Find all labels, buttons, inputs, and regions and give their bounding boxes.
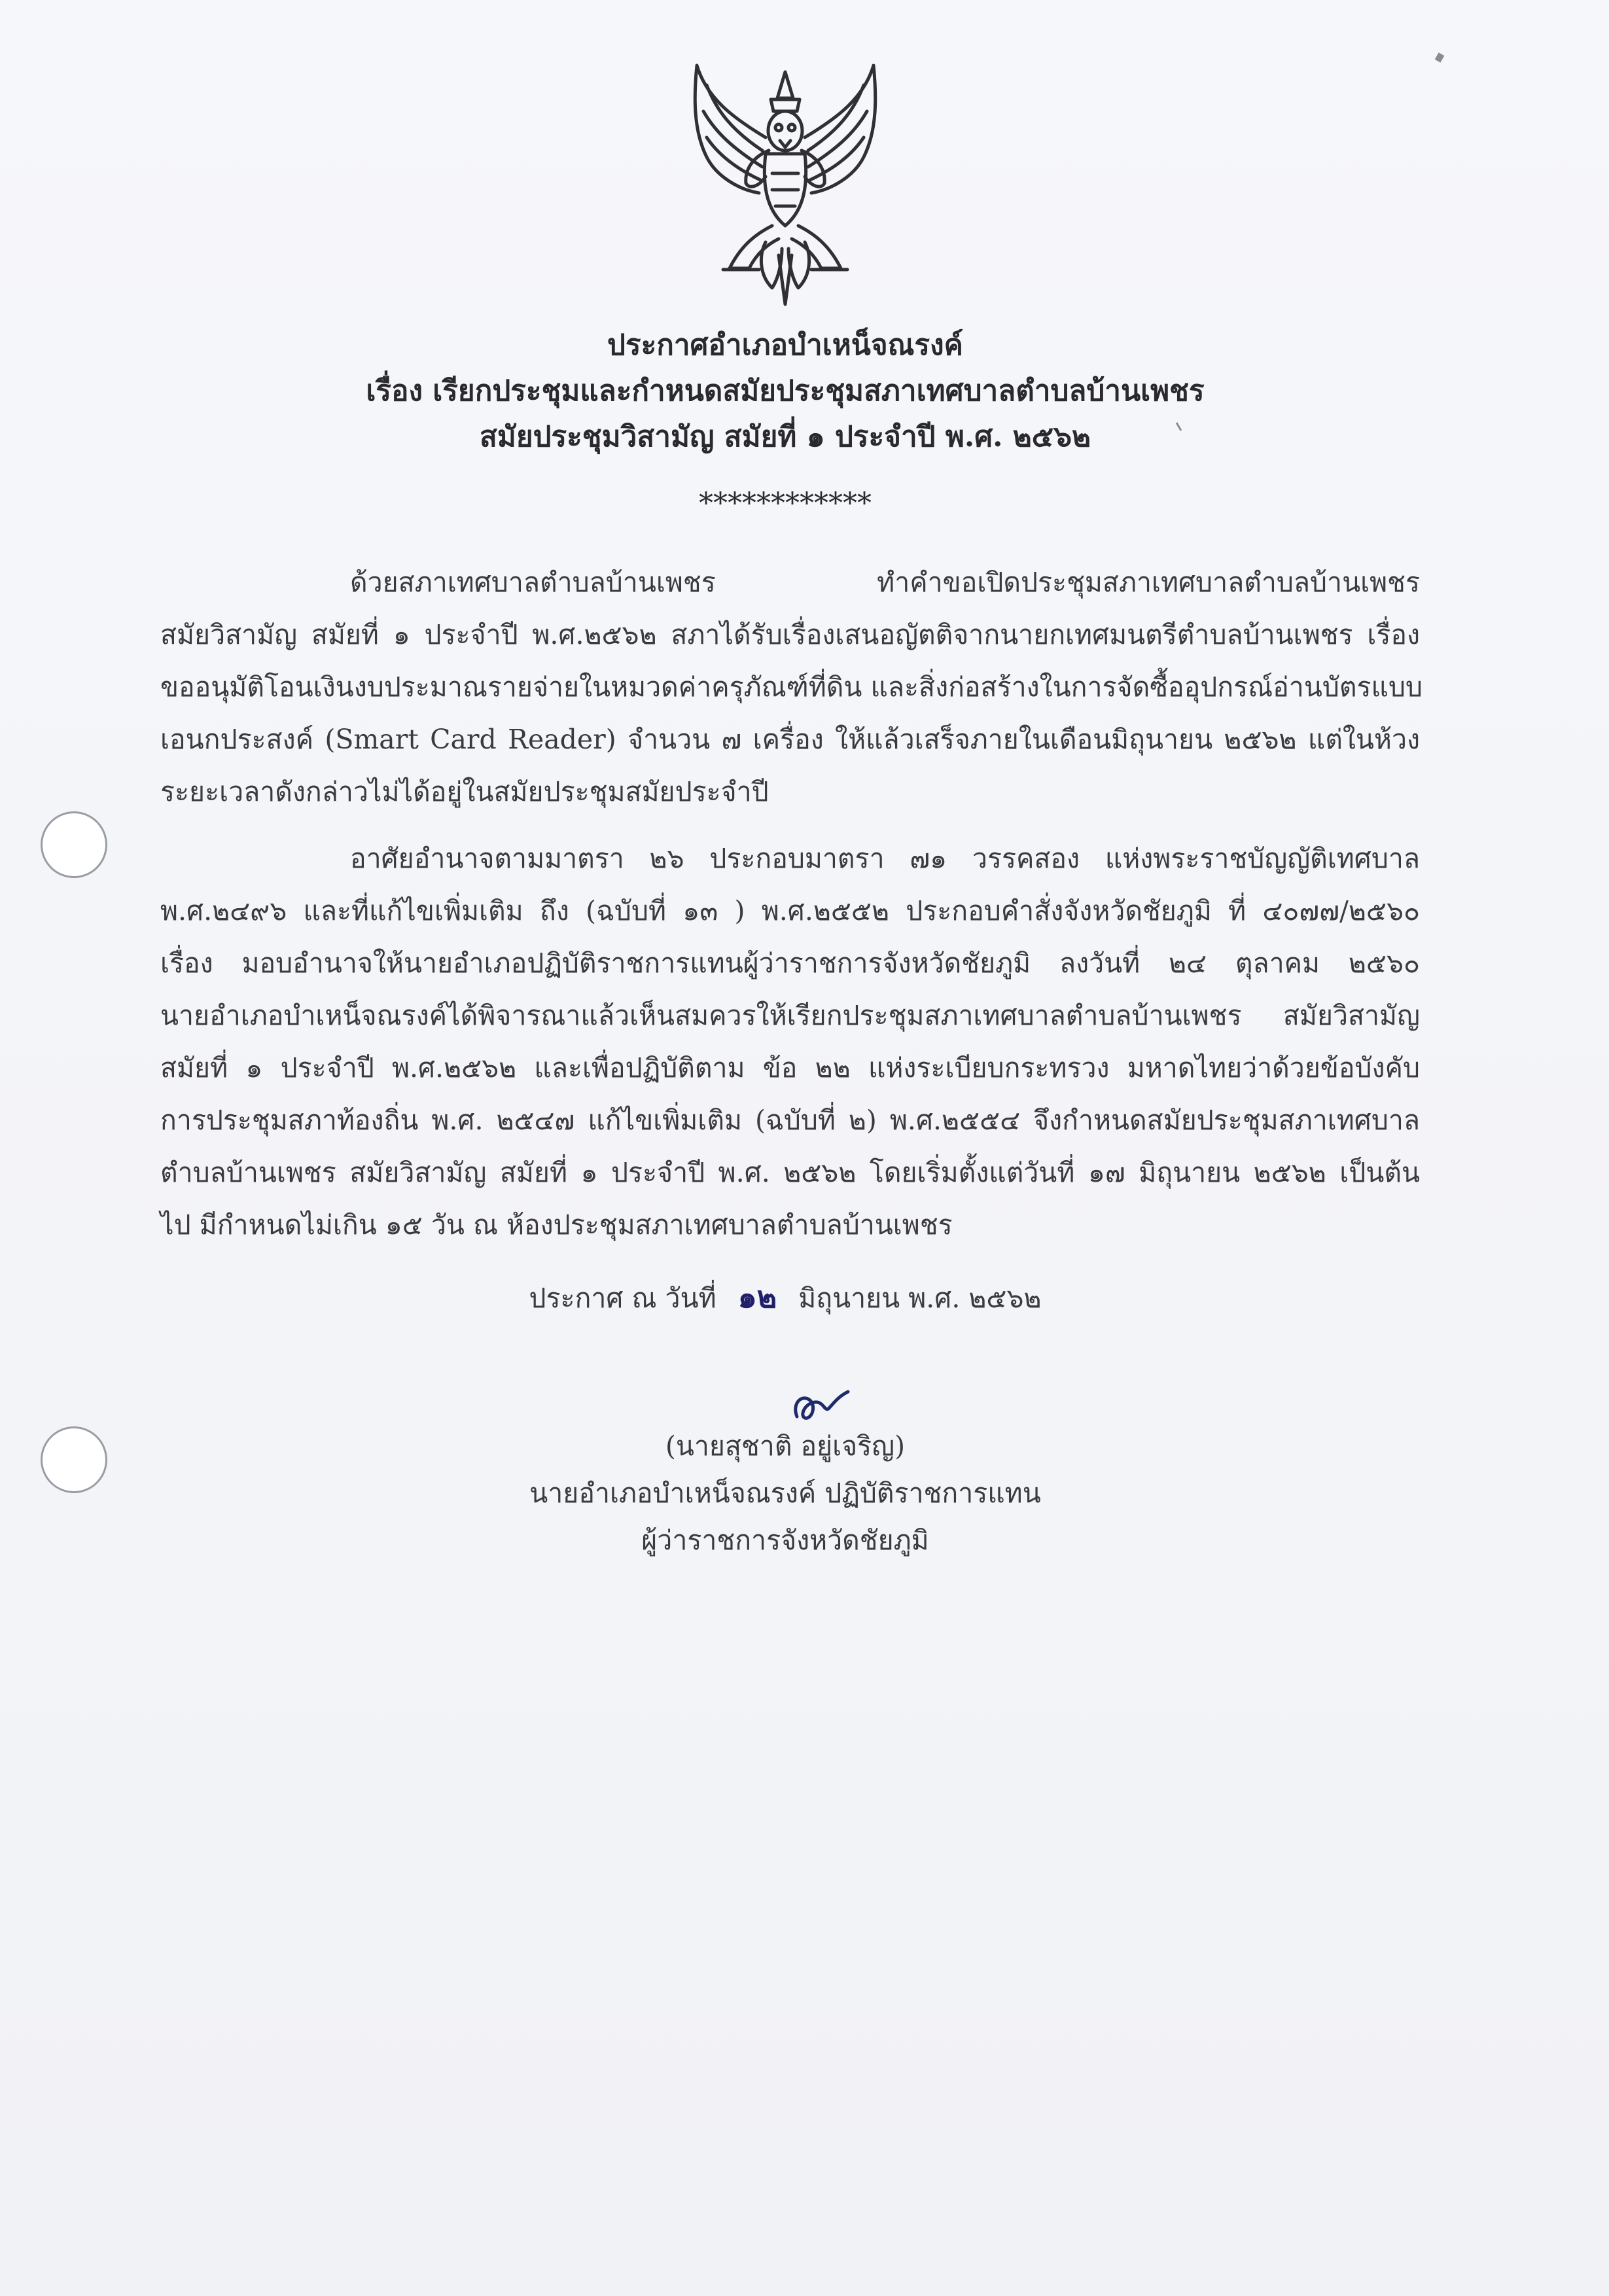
document-session: สมัยประชุมวิสามัญ สมัยที่ ๑ ประจำปี พ.ศ. ๒๕๖๒	[479, 420, 1091, 453]
paragraph-line: นายอำเภอบำเหน็จณรงค์ได้พิจารณาแล้วเห็นสมควรให้เรียกประชุมสภาเทศบาลตำบลบ้านเพชร สมัยวิสามัญ	[160, 1000, 1420, 1031]
announce-prefix: ประกาศ ณ วันที่	[529, 1282, 716, 1314]
paragraph-line: การประชุมสภาท้องถิ่น พ.ศ. ๒๕๔๗ แก้ไขเพิ่มเติม (ฉบับที่ ๒) พ.ศ.๒๕๕๔ จึงกำหนดสมัยประชุมสภาเทศบาล	[160, 1104, 1420, 1136]
paragraph-line: สมัยที่ ๑ ประจำปี พ.ศ.๒๕๖๒ และเพื่อปฏิบัติตาม ข้อ ๒๒ แห่งระเบียบกระทรวง มหาดไทยว่าด้วยข้อบังคับ	[160, 1052, 1420, 1084]
garuda-emblem-icon	[667, 59, 903, 308]
paragraph-line: ด้วยสภาเทศบาลตำบลบ้านเพชร ทำคำขอเปิดประชุมสภาเทศบาลตำบลบ้านเพชร	[350, 567, 1420, 598]
punch-hole-lower	[41, 1426, 107, 1493]
paragraph-line: ไป มีกำหนดไม่เกิน ๑๕ วัน ณ ห้องประชุมสภาเทศบาลตำบลบ้านเพชร	[160, 1209, 953, 1241]
paragraph-line: ระยะเวลาดังกล่าวไม่ได้อยู่ในสมัยประชุมสมัยประจำปี	[160, 776, 769, 807]
paragraph-line: สมัยวิสามัญ สมัยที่ ๑ ประจำปี พ.ศ.๒๕๖๒ สภาได้รับเรื่องเสนอญัตติจากนายกเทศมนตรีตำบลบ้านเพชร เรื่อง	[160, 619, 1420, 650]
paragraph-line: ขออนุมัติโอนเงินงบประมาณรายจ่ายในหมวดค่าครุภัณฑ์ที่ดิน และสิ่งก่อสร้างในการจัดซื้ออุปกรณ์อ่านบัตรแบบ	[160, 671, 1423, 703]
announcement-date	[262, 1276, 1309, 1319]
document-title: ประกาศอำเภอบำเหน็จณรงค์	[607, 328, 963, 362]
punch-hole-upper	[41, 811, 107, 878]
signer-position-1: นายอำเภอบำเหน็จณรงค์ ปฏิบัติราชการแทน	[529, 1477, 1041, 1509]
paragraph-line: เรื่อง มอบอำนาจให้นายอำเภอปฏิบัติราชการแทนผู้ว่าราชการจังหวัดชัยภูมิ ลงวันที่ ๒๔ ตุลาคม ๒๕๖๐	[160, 947, 1420, 979]
paragraph-1	[160, 556, 1423, 818]
paragraph-line: อาศัยอำนาจตามมาตรา ๒๖ ประกอบมาตรา ๗๑ วรรคสอง แห่งพระราชบัญญัติเทศบาล	[350, 843, 1420, 874]
signer-position-2: ผู้ว่าราชการจังหวัดชัยภูมิ	[641, 1525, 929, 1556]
document-subject: เรื่อง เรียกประชุมและกำหนดสมัยประชุมสภาเทศบาลตำบลบ้านเพชร	[366, 374, 1205, 408]
separator-stars: ************	[699, 487, 872, 520]
announce-day: ๑๒	[737, 1279, 777, 1315]
paragraph-line: พ.ศ.๒๔๙๖ และที่แก้ไขเพิ่มเติม ถึง (ฉบับที่ ๑๓ ) พ.ศ.๒๕๕๒ ประกอบคำสั่งจังหวัดชัยภูมิ ที่ ๔๐๗๗/๒๕๖๐	[160, 895, 1420, 927]
paragraph-line: ตำบลบ้านเพชร สมัยวิสามัญ สมัยที่ ๑ ประจำปี พ.ศ. ๒๕๖๒ โดยเริ่มตั้งแต่วันที่ ๑๗ มิถุนายน ๒๕๖๒ เป็นต้น	[160, 1157, 1420, 1188]
paragraph-2	[160, 832, 1420, 1251]
announce-suffix: มิถุนายน พ.ศ. ๒๕๖๒	[798, 1282, 1042, 1314]
scan-speck	[1435, 52, 1445, 62]
signature-mark	[785, 1371, 864, 1430]
paragraph-line: เอนกประสงค์ (Smart Card Reader) จำนวน ๗ เครื่อง ให้แล้วเสร็จภายในเดือนมิถุนายน ๒๕๖๒ แต่ในห้วง	[160, 724, 1420, 755]
signer-name: (นายสุชาติ อยู่เจริญ)	[665, 1430, 906, 1462]
